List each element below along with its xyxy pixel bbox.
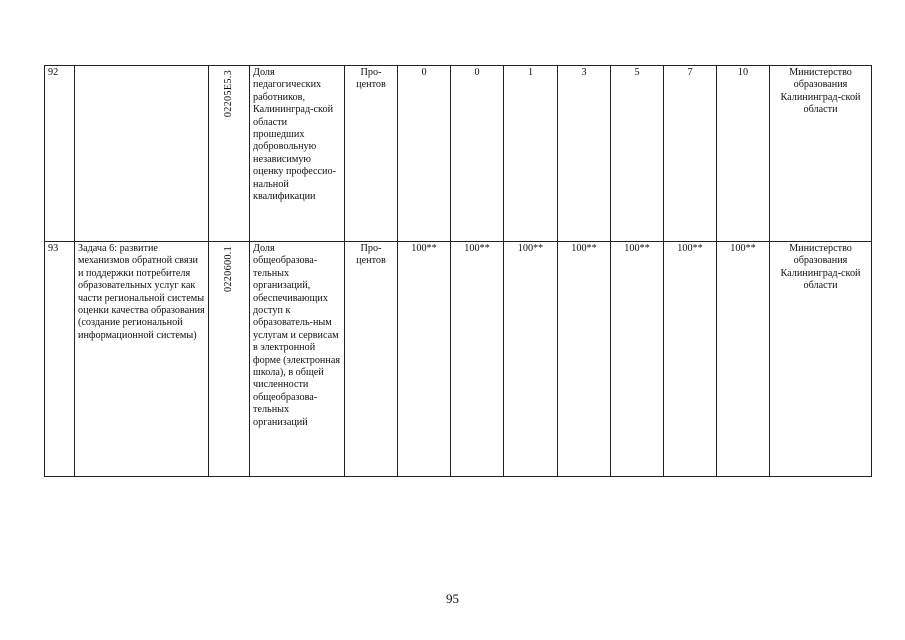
- value-cell: 100**: [558, 242, 611, 477]
- value-cell: 100**: [611, 242, 664, 477]
- row-number: 92: [45, 66, 75, 242]
- value-cell: 0: [451, 66, 504, 242]
- task-cell: Задача 6: развитие механизмов обратной связи и поддержки потребителя образовательных услуг как части региональной системы оценки качества образования (создание региональной информационной системы): [75, 242, 209, 477]
- budget-code: 0220600.1: [222, 246, 234, 292]
- unit-cell: Про-центов: [345, 242, 398, 477]
- budget-code: 02205E5.3: [222, 70, 234, 118]
- task-cell: [75, 66, 209, 242]
- responsible-cell: Министерство образования Калининград-ской области: [770, 242, 872, 477]
- code-cell: [209, 242, 250, 477]
- value-cell: 100**: [664, 242, 717, 477]
- value-cell: 10: [717, 66, 770, 242]
- unit-cell: Про-центов: [345, 66, 398, 242]
- value-cell: 1: [504, 66, 558, 242]
- responsible-cell: Министерство образования Калининград-ской области: [770, 66, 872, 242]
- indicator-table: [44, 65, 872, 477]
- value-cell: 100**: [398, 242, 451, 477]
- indicator-cell: Доля педагогических работников, Калининград-ской области прошедших добровольную независимую оценку профессио-нальной квалификации: [250, 66, 345, 242]
- value-cell: 3: [558, 66, 611, 242]
- row-number: 93: [45, 242, 75, 477]
- code-cell: [209, 66, 250, 242]
- value-cell: 0: [398, 66, 451, 242]
- table-row: [45, 242, 872, 477]
- indicator-cell: Доля общеобразова-тельных организаций, обеспечивающих доступ к образователь-ным услугам и сервисам в электронной форме (электронная школа), в общей численности общеобразова-тельных организаций: [250, 242, 345, 477]
- value-cell: 7: [664, 66, 717, 242]
- value-cell: 100**: [451, 242, 504, 477]
- value-cell: 100**: [504, 242, 558, 477]
- table-row: [45, 66, 872, 242]
- value-cell: 5: [611, 66, 664, 242]
- value-cell: 100**: [717, 242, 770, 477]
- page-number: 95: [446, 591, 459, 606]
